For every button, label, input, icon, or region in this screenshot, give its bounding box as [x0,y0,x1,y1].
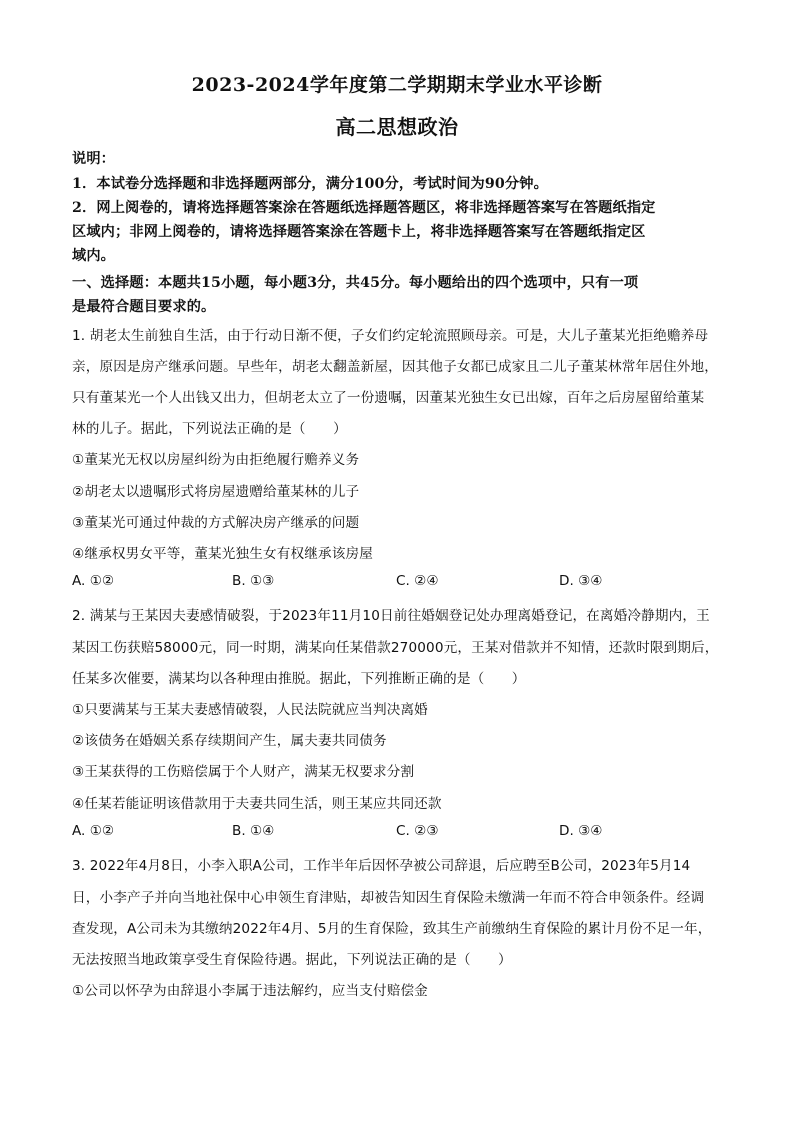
exam-subject: 高二思想政治 [335,115,459,139]
q1-statement-2: ②胡老太以遗嘱形式将房屋遗赠给董某林的儿子 [72,484,360,500]
q2-statement-3: ③王某获得的工伤赔偿属于个人财产，满某无权要求分割 [72,764,415,780]
q2-option-a: A. ①② [72,823,115,839]
q1-option-a: A. ①② [72,573,115,589]
q3-stem-line-3: 查发现，A公司未为其缴纳2022年4月、5月的生育保险，致其生产前缴纳生育保险的累计月份不足一年， [72,921,712,937]
q2-stem-line-3: 任某多次催要，满某均以各种理由推脱。据此，下列推断正确的是（ ） [72,671,526,687]
q1-stem-line-1: 1. 胡老太生前独自生活，由于行动日渐不便，子女们约定轮流照顾母亲。可是，大儿子董某光拒绝赡养母 [72,328,709,344]
instruction-item-2-line-1: 2．网上阅卷的，请将选择题答案涂在答题纸选择题答题区，将非选择题答案写在答题纸指定 [72,200,656,216]
q2-statement-4: ④任某若能证明该借款用于夫妻共同生活，则王某应共同还款 [72,796,442,812]
q3-stem-line-1: 3. 2022年4月8日，小李入职A公司，工作半年后因怀孕被公司辞退，后应聘至B公司，2023年5月14 [72,858,691,874]
q2-statement-2: ②该债务在婚姻关系存续期间产生，属夫妻共同债务 [72,733,387,749]
instruction-item-1: 1．本试卷分选择题和非选择题两部分，满分100分，考试时间为90分钟。 [72,176,548,192]
q1-stem-line-2: 亲，原因是房产继承问题。早些年，胡老太翻盖新屋，因其他子女都已成家且二儿子董某林常年居住外地， [72,359,718,375]
q1-stem-line-3: 只有董某光一个人出钱又出力，但胡老太立了一份遗嘱，因董某光独生女已出嫁，百年之后房屋留给董某 [72,390,705,406]
q3-statement-1: ①公司以怀孕为由辞退小李属于违法解约，应当支付赔偿金 [72,983,428,999]
q2-option-c: C. ②③ [396,823,439,839]
q1-option-b: B. ①③ [232,573,275,589]
q3-stem-line-4: 无法按照当地政策享受生育保险待遇。据此，下列说法正确的是（ ） [72,952,512,968]
section-heading-line-2: 是最符合题目要求的。 [72,299,216,315]
q1-stem-line-4: 林的儿子。据此，下列说法正确的是（ ） [72,421,347,437]
q2-stem-line-1: 2. 满某与王某因夫妻感情破裂，于2023年11月10日前往婚姻登记处办理离婚登记，在离婚冷静期内，王 [72,608,710,624]
instruction-item-2-line-2: 区域内；非网上阅卷的，请将选择题答案涂在答题卡上，将非选择题答案写在答题纸指定区 [72,224,646,240]
q1-option-d: D. ③④ [559,573,603,589]
q1-statement-3: ③董某光可通过仲裁的方式解决房产继承的问题 [72,515,360,531]
instructions-heading: 说明： [72,151,116,167]
q1-statement-1: ①董某光无权以房屋纠纷为由拒绝履行赡养义务 [72,452,360,468]
q2-statement-1: ①只要满某与王某夫妻感情破裂，人民法院就应当判决离婚 [72,702,428,718]
q3-stem-line-2: 日，小李产子并向当地社保中心申领生育津贴，却被告知因生育保险未缴满一年而不符合申领条件。经调 [72,890,705,906]
q1-option-c: C. ②④ [396,573,439,589]
q1-statement-4: ④继承权男女平等，董某光独生女有权继承该房屋 [72,546,373,562]
q2-option-b: B. ①④ [232,823,275,839]
section-heading-line-1: 一、选择题：本题共15小题，每小题3分，共45分。每小题给出的四个选项中，只有一项 [72,275,639,291]
exam-title: 2023-2024学年度第二学期期末学业水平诊断 [191,74,603,96]
instruction-item-2-line-3: 域内。 [72,248,116,264]
q2-options [72,823,732,843]
q2-stem-line-2: 某因工伤获赔58000元，同一时期，满某向任某借款270000元，王某对借款并不知情，还款时限到期后， [72,640,719,656]
q2-option-d: D. ③④ [559,823,603,839]
q1-options [72,573,732,593]
